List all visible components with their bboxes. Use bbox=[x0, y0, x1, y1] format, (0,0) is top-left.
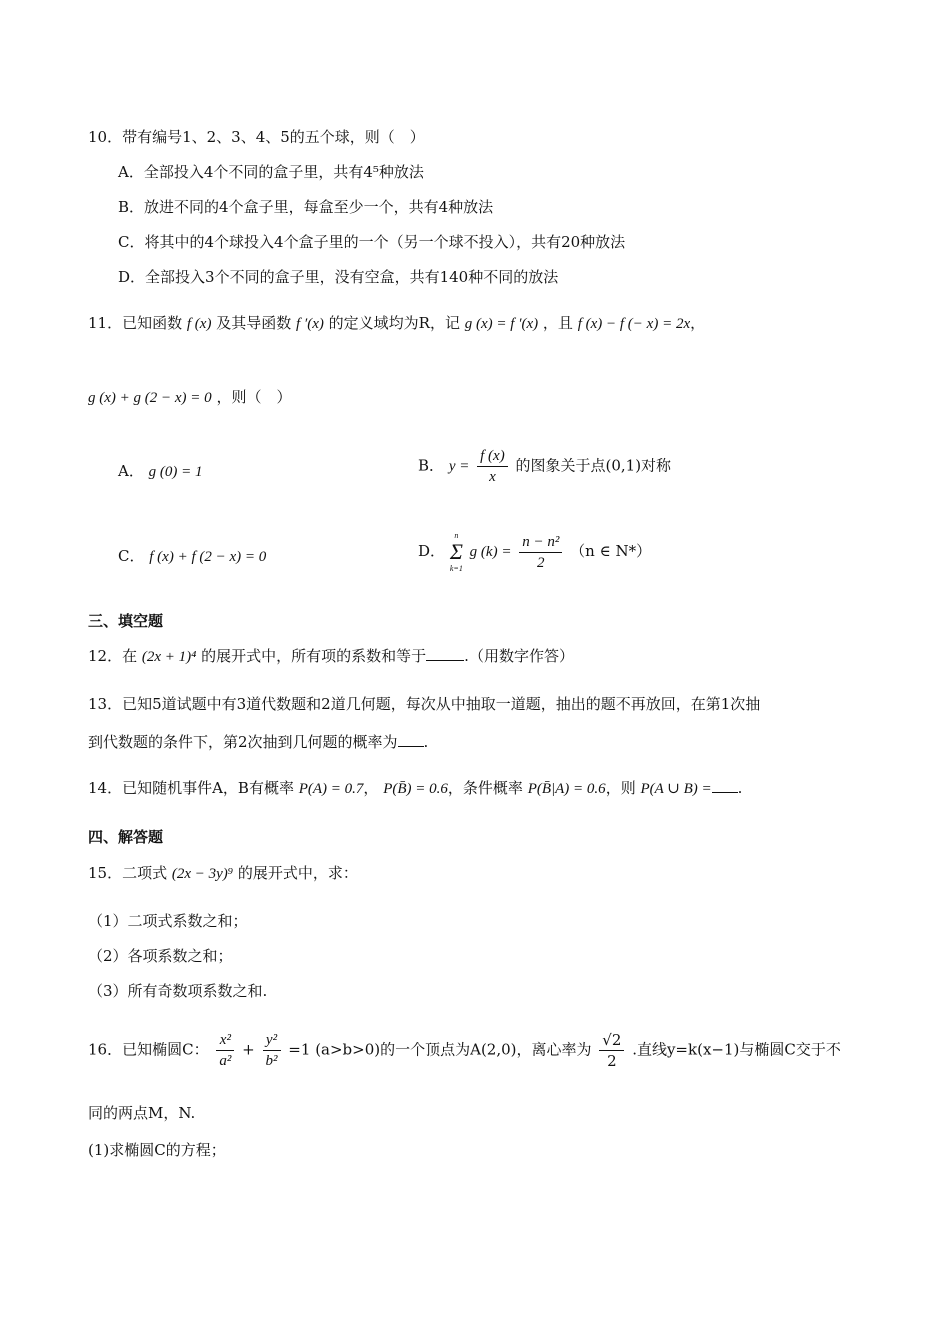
q10-option-d: D．全部投入3个不同的盒子里，没有空盒，共有140种不同的放法 bbox=[118, 268, 559, 286]
q14-mid: ，条件概率 bbox=[447, 779, 523, 797]
q16-eccentricity-fraction bbox=[599, 1030, 624, 1071]
q16-e-numerator: √2 bbox=[599, 1030, 624, 1051]
q16-plus: + bbox=[242, 1040, 255, 1059]
q14-p-conditional: P(B̄|A) = 0.6 bbox=[527, 781, 606, 797]
q16-y-denominator: b² bbox=[265, 1053, 278, 1069]
q11-b-numerator: f (x) bbox=[477, 446, 508, 467]
q16-x-denominator: a² bbox=[219, 1053, 232, 1069]
q11-b-fraction bbox=[477, 446, 508, 487]
q11-d-label: D． bbox=[418, 542, 446, 560]
q15-part-2: （2）各项系数之和； bbox=[88, 947, 233, 965]
q12-expression: (2x + 1)⁴ bbox=[141, 649, 197, 665]
q12-answer-blank bbox=[426, 646, 464, 661]
q11-stem bbox=[88, 312, 705, 335]
q12-post: 的展开式中，所有项的系数和等于 bbox=[201, 647, 427, 665]
q11-option-b bbox=[418, 446, 671, 487]
q11-option-a bbox=[118, 460, 203, 483]
q16-y-numerator: y² bbox=[263, 1030, 281, 1051]
q11-fprime-x: f ′(x) bbox=[296, 316, 324, 332]
q11-c-label: C． bbox=[118, 547, 145, 565]
q11-d-fraction bbox=[519, 532, 562, 573]
q13-tail: . bbox=[423, 733, 429, 751]
q11-g-def: g (x) = f ′(x) bbox=[464, 316, 539, 332]
q15-part-1: （1）二项式系数之和； bbox=[88, 912, 248, 930]
q13-line-2 bbox=[88, 731, 428, 753]
q16-e-denominator: 2 bbox=[607, 1052, 617, 1070]
q11-d-summation bbox=[450, 530, 463, 574]
q15-part-3: （3）所有奇数项系数之和. bbox=[88, 982, 268, 1000]
q11-text-1: 及其导函数 bbox=[216, 314, 292, 332]
q14-separator: ， bbox=[363, 779, 379, 797]
q10-stem: 10．带有编号1、2、3、4、5的五个球，则（ ） bbox=[88, 128, 425, 146]
q14-stem bbox=[88, 777, 742, 800]
q11-cond-2: g (x) + g (2 − x) = 0 bbox=[88, 390, 212, 406]
q10-option-b: B．放进不同的4个盒子里，每盒至少一个，共有4种放法 bbox=[118, 198, 494, 216]
section-3-heading: 三、填空题 bbox=[88, 612, 164, 630]
q11-b-y: y = bbox=[448, 458, 470, 475]
q11-c-math: f (x) + f (2 − x) = 0 bbox=[149, 549, 267, 565]
q10-option-c: C．将其中的4个球投入4个盒子里的一个（另一个球不投入），共有20种放法 bbox=[118, 233, 626, 251]
q11-d-numerator: n − n² bbox=[519, 532, 562, 553]
q13-line-2-text: 到代数题的条件下，第2次抽到几何题的概率为 bbox=[88, 733, 398, 751]
q10-option-a: A．全部投入4个不同的盒子里，共有4⁵种放法 bbox=[118, 163, 424, 181]
q16-stem bbox=[88, 1030, 841, 1071]
q16-pre: 16．已知椭圆C： bbox=[88, 1040, 209, 1059]
q14-p-a: P(A) = 0.7 bbox=[298, 781, 364, 797]
q11-a-label: A． bbox=[118, 462, 144, 480]
q11-d-denominator: 2 bbox=[537, 554, 545, 571]
q11-option-d bbox=[418, 530, 651, 574]
q11-d-sum-upper: n bbox=[454, 531, 459, 540]
q15-post: 的展开式中，求： bbox=[237, 864, 358, 882]
q11-d-condition: （n ∈ N*） bbox=[570, 542, 652, 560]
q14-answer-blank bbox=[712, 778, 738, 793]
q11-b-denominator: x bbox=[489, 469, 496, 485]
q11-d-sum-symbol: Σ bbox=[449, 539, 463, 564]
q15-stem bbox=[88, 862, 358, 885]
q11-f-x: f (x) bbox=[186, 316, 212, 332]
q13-line-1: 13．已知5道试题中有3道代数题和2道几何题，每次从中抽取一道题，抽出的题不再放回，在第1次抽 bbox=[88, 695, 761, 713]
q14-tail: . bbox=[737, 779, 743, 797]
q11-number: 11．已知函数 bbox=[88, 314, 183, 332]
q11-text-3: ，且 bbox=[542, 314, 573, 332]
q14-ask: P(A ∪ B) = bbox=[640, 781, 712, 797]
q15-expression: (2x − 3y)⁹ bbox=[171, 866, 234, 882]
q14-pre: 14．已知随机事件A，B有概率 bbox=[88, 779, 294, 797]
q16-x-fraction bbox=[216, 1030, 234, 1071]
q12-stem bbox=[88, 645, 574, 668]
q15-pre: 15．二项式 bbox=[88, 864, 168, 882]
q12-pre: 12．在 bbox=[88, 647, 138, 665]
q11-cond-1: f (x) − f (− x) = 2x bbox=[577, 316, 691, 332]
q16-line-rest: .直线y=k(x−1)与椭圆C交于不 bbox=[632, 1040, 841, 1059]
q11-b-label: B． bbox=[418, 456, 445, 475]
q14-p-bbar: P(B̄) = 0.6 bbox=[383, 781, 448, 797]
q11-b-text: 的图象关于点(0,1)对称 bbox=[515, 456, 672, 475]
q16-x-numerator: x² bbox=[216, 1030, 234, 1051]
q11-stem-cont bbox=[88, 386, 291, 409]
q12-tail: .（用数字作答） bbox=[464, 647, 574, 665]
section-4-heading: 四、解答题 bbox=[88, 828, 164, 846]
q14-mid-2: ，则 bbox=[605, 779, 636, 797]
q11-d-sum-lower: k=1 bbox=[449, 564, 463, 573]
q11-option-c bbox=[118, 545, 266, 568]
q16-equals: =1 bbox=[288, 1040, 311, 1059]
q16-y-fraction bbox=[263, 1030, 281, 1071]
q11-tail: ，则（ ） bbox=[216, 388, 292, 406]
q11-comma: ， bbox=[690, 314, 706, 332]
q16-line-2: 同的两点M，N. bbox=[88, 1104, 196, 1122]
q16-part-1: (1)求椭圆C的方程； bbox=[88, 1141, 226, 1159]
q11-text-2: 的定义域均为R，记 bbox=[328, 314, 460, 332]
q16-condition: (a>b>0)的一个顶点为A(2,0)，离心率为 bbox=[315, 1040, 592, 1059]
q13-answer-blank bbox=[398, 732, 424, 747]
q11-d-g: g (k) = bbox=[469, 544, 512, 560]
q11-a-math: g (0) = 1 bbox=[148, 464, 203, 480]
